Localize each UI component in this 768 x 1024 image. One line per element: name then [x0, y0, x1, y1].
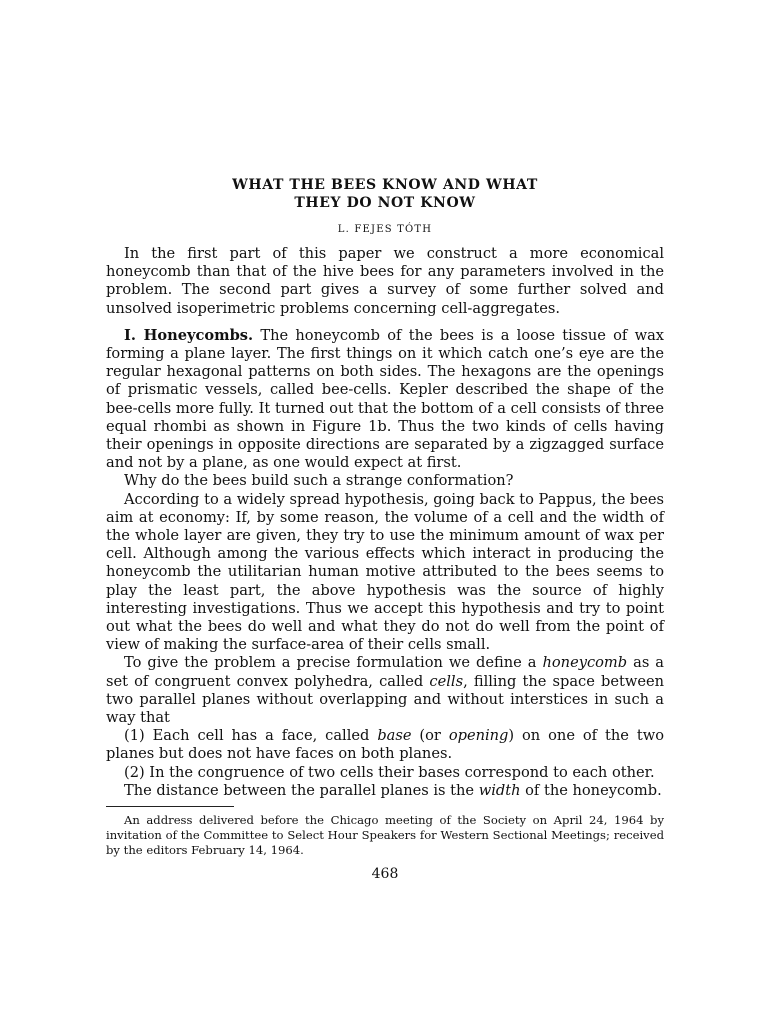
text-fragment: The distance between the parallel planes is the: [124, 781, 479, 799]
page-number: 468: [371, 866, 399, 883]
text-fragment: (1) Each cell has a face, called: [124, 727, 378, 745]
paper-title: [106, 176, 664, 212]
paragraph-definition: [106, 654, 664, 727]
abstract-paragraph: In the first part of this paper we construct a more economical honeycomb than that of the hive bees for any parameters involved in the problem. The second part gives a survey of some further solved and unsolved isoperimetric problems concerning cell-aggregates.: [106, 245, 664, 317]
text-fragment: , filling the space between two parallel planes without overlapping and without interstices in such a way that: [106, 672, 665, 727]
italic-term: width: [478, 781, 521, 799]
title-line-2: THEY DO NOT KNOW: [294, 195, 476, 211]
text-fragment: of the honeycomb.: [520, 781, 662, 799]
text-fragment: To give the problem a precise formulation we define a: [124, 654, 543, 672]
paragraph-hypothesis: According to a widely spread hypothesis, going back to Pappus, the bees aim at economy: If, by some reason, the volume of a cell and the width of the whole layer are given, they try to use the minimum amount of wax per cell. Although among the various effects which interact in producing the honeycomb the utilitarian human motive attributed to the bees seems to play the least part, the above hypothesis was the source of highly interesting investigations. Thus we accept this hypothesis and try to point out what the bees do well and what they do not do well from the point of view of making the surface-area of their cells small.: [106, 490, 664, 654]
text-fragment: (or: [411, 727, 449, 745]
title-line-1: WHAT THE BEES KNOW AND WHAT: [232, 177, 538, 193]
paragraph-width: [106, 782, 664, 800]
italic-term: base: [377, 727, 412, 745]
italic-term: opening: [448, 727, 509, 745]
paragraph-condition-1: [106, 727, 664, 763]
footnote-rule: [106, 806, 234, 807]
text-fragment: ) on one of the two planes but does not have faces on both planes.: [106, 727, 664, 763]
italic-term: honeycomb: [542, 654, 628, 672]
author: L. FEJES TÓTH: [337, 224, 433, 235]
paragraph-honeycombs: [106, 327, 664, 473]
paragraph-text: The honeycomb of the bees is a loose tissue of wax forming a plane layer. The first things on it which catch one’s eye are the regular hexagonal patterns on both sides. The hexagons are the openings of prismatic vessels, called bee-cells. Kepler described the shape of the bee-cells more fully. It turned out that the bottom of a cell consists of three equal rhombi as shown in Figure 1b. Thus the two kinds of cells having their openings in opposite directions are separated by a zigzagged surface and not by a plane, as one would expect at first.: [106, 326, 665, 472]
section-heading: I. Honeycombs.: [124, 326, 254, 344]
footnote-text: An address delivered before the Chicago meeting of the Society on April 24, 1964 by invitation of the Committee to Select Hour Speakers for Western Sectional Meetings; received by the editors February 14, 1964.: [106, 813, 664, 858]
paper-page: [106, 176, 664, 882]
italic-term: cells: [429, 672, 464, 690]
paragraph-question: Why do the bees build such a strange conformation?: [124, 472, 514, 490]
paragraph-condition-2: (2) In the congruence of two cells their bases correspond to each other.: [124, 763, 655, 781]
body-text: [106, 245, 664, 800]
text-fragment: as a set of congruent convex polyhedra, called: [106, 654, 665, 690]
footnote: [106, 813, 664, 858]
